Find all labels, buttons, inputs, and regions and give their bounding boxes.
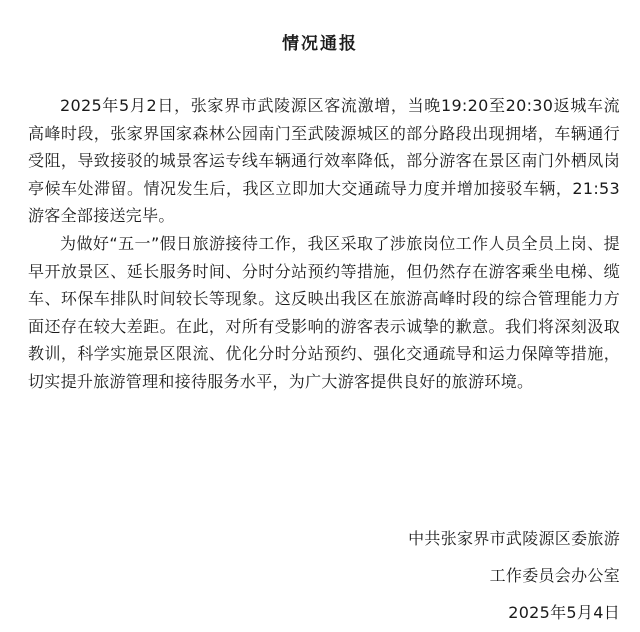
issuer-line-1: 中共张家界市武陵源区委旅游 bbox=[408, 529, 620, 548]
issue-date: 2025年5月4日 bbox=[508, 603, 620, 622]
paragraph-1: 2025年5月2日，张家界市武陵源区客流激增，当晚19:20至20:30返城车流高峰时段，张家界国家森林公园南门至武陵源城区的部分路段出现拥堵，车辆通行受阻，导致接驳的城景客运专线车辆通行效率降低，部分游客在景区南门外栖凤岗亭候车处滞留。情况发生后，我区立即加大交通疏导力度并增加接驳车辆，21:53游客全部接送完毕。 bbox=[28, 96, 620, 226]
page-title: 情况通报 bbox=[282, 34, 358, 54]
paragraph-2: 为做好“五一”假日旅游接待工作，我区采取了涉旅岗位工作人员全员上岗、提早开放景区、延长服务时间、分时分站预约等措施，但仍然存在游客乘坐电梯、缆车、环保车排队时间较长等现象。这反映出我区在旅游高峰时段的综合管理能力方面还存在较大差距。在此，对所有受影响的游客表示诚挚的歉意。我们将深刻汲取教训，科学实施景区限流、优化分时分站预约、强化交通疏导和运力保障等措施，切实提升旅游管理和接待服务水平，为广大游客提供良好的旅游环境。 bbox=[28, 233, 620, 391]
notice-body bbox=[28, 92, 620, 396]
signature-block bbox=[408, 520, 620, 631]
issuer-line-2: 工作委员会办公室 bbox=[489, 566, 620, 585]
